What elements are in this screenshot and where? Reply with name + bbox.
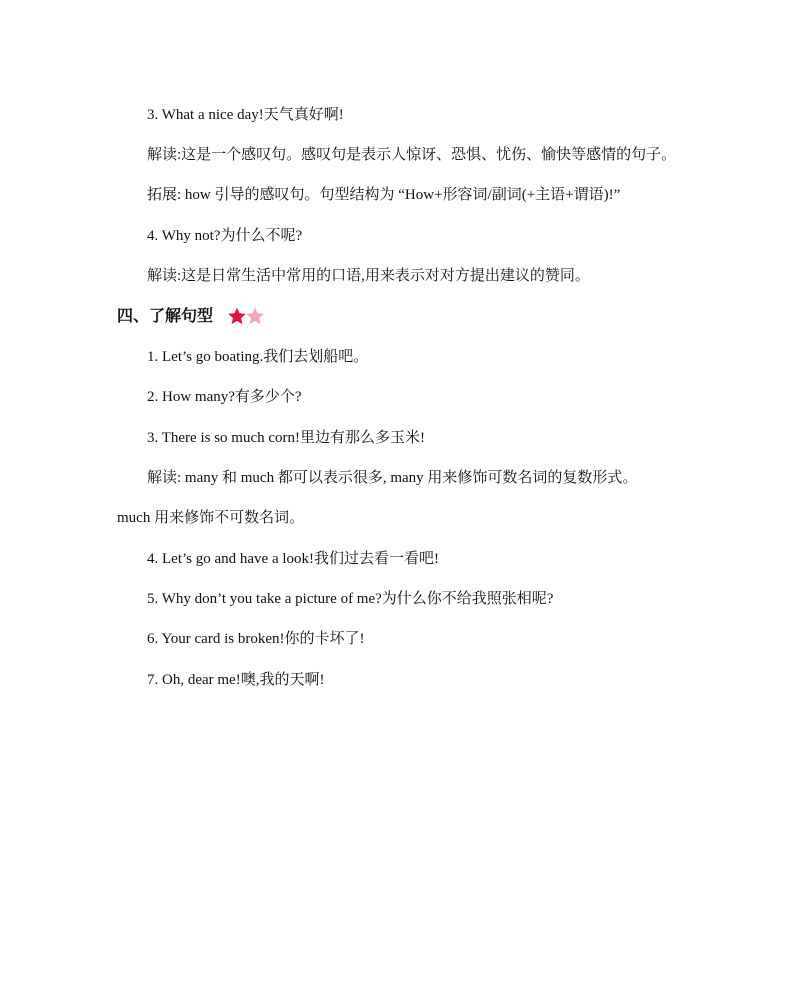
explanation-why-not: 解读:这是日常生活中常用的口语,用来表示对对方提出建议的赞同。 [147, 268, 590, 284]
item-have-a-look: 4. Let’s go and have a look!我们过去看一看吧! [147, 551, 440, 567]
extension-how-exclamation: 拓展: how 引导的感叹句。句型结构为 “How+形容词/副词(+主语+谓语)!” [147, 187, 621, 203]
star-icon [245, 306, 265, 326]
item-so-much-corn: 3. There is so much corn!里边有那么多玉米! [147, 430, 426, 446]
sentence-why-not: 4. Why not?为什么不呢? [147, 228, 303, 244]
difficulty-rating [227, 306, 265, 326]
star-icon [227, 306, 247, 326]
item-lets-go-boating: 1. Let’s go boating.我们去划船吧。 [147, 349, 369, 365]
item-card-is-broken: 6. Your card is broken!你的卡坏了! [147, 631, 365, 647]
explanation-many-much: 解读: many 和 much 都可以表示很多, many 用来修饰可数名词的复数形式。 [147, 470, 638, 486]
section-title: 四、了解句型 [117, 306, 214, 325]
item-how-many: 2. How many?有多少个? [147, 389, 302, 405]
item-take-a-picture: 5. Why don’t you take a picture of me?为什么你不给我照张相呢? [147, 591, 554, 607]
sentence-what-a-nice-day: 3. What a nice day!天气真好啊! [147, 107, 344, 123]
section-heading [117, 303, 265, 329]
explanation-much-continued: much 用来修饰不可数名词。 [117, 510, 305, 526]
item-oh-dear-me: 7. Oh, dear me!噢,我的天啊! [147, 672, 325, 688]
explanation-exclamatory-sentence: 解读:这是一个感叹句。感叹句是表示人惊讶、恐惧、忧伤、愉快等感情的句子。 [147, 147, 677, 163]
